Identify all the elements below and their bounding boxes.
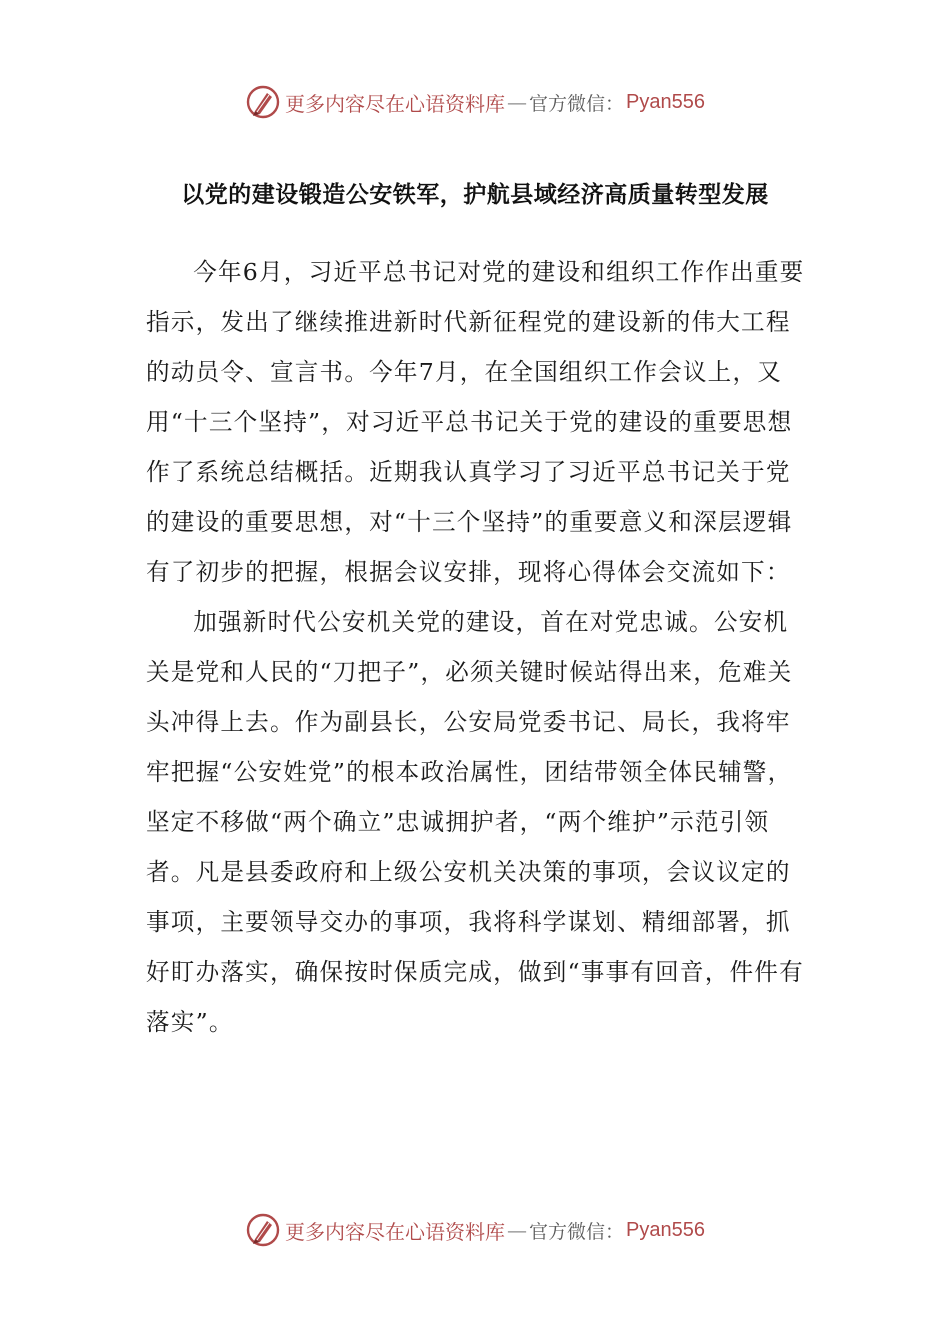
footer-banner (0, 1210, 950, 1250)
paragraph-1: 今年6月，习近平总书记对党的建设和组织工作作出重要指示，发出了继续推进新时代新征程党的建设新的伟大工程的动员令、宣言书。今年7月，在全国组织工作会议上，又用“十三个坚持”，对习近平总书记关于党的建设的重要思想作了系统总结概括。近期我认真学习了习近平总书记关于党的建设的重要思想，对“十三个坚持”的重要意义和深层逻辑有了初步的把握，根据会议安排，现将心得体会交流如下： (146, 258, 805, 586)
banner-separator: — (507, 90, 527, 114)
wechat-id: Pyan556 (626, 1218, 705, 1241)
document-body (146, 247, 806, 1047)
pen-nib-logo-icon (245, 84, 281, 120)
paragraph-2: 加强新时代公安机关党的建设，首在对党忠诚。公安机关是党和人民的“刀把子”，必须关键时候站得出来，危难关头冲得上去。作为副县长，公安局党委书记、局长，我将牢牢把握“公安姓党”的根本政治属性，团结带领全体民辅警，坚定不移做“两个确立”忠诚拥护者，“两个维护”示范引领者。凡是县委政府和上级公安机关决策的事项，会议议定的事项，主要领导交办的事项，我将科学谋划、精细部署，抓好盯办落实，确保按时保质完成，做到“事事有回音，件件有落实”。 (146, 608, 804, 1036)
wechat-label: 官方微信： (529, 92, 625, 115)
pen-nib-logo-icon (245, 1212, 281, 1248)
banner-separator: — (507, 1218, 527, 1242)
banner-text: 更多内容尽在心语资料库 (285, 1219, 505, 1244)
header-banner (0, 82, 950, 122)
wechat-id: Pyan556 (626, 90, 705, 113)
banner-text: 更多内容尽在心语资料库 (285, 91, 505, 116)
document-title: 以党的建设锻造公安铁军，护航县域经济高质量转型发展 (181, 182, 769, 208)
wechat-label: 官方微信： (529, 1220, 625, 1243)
